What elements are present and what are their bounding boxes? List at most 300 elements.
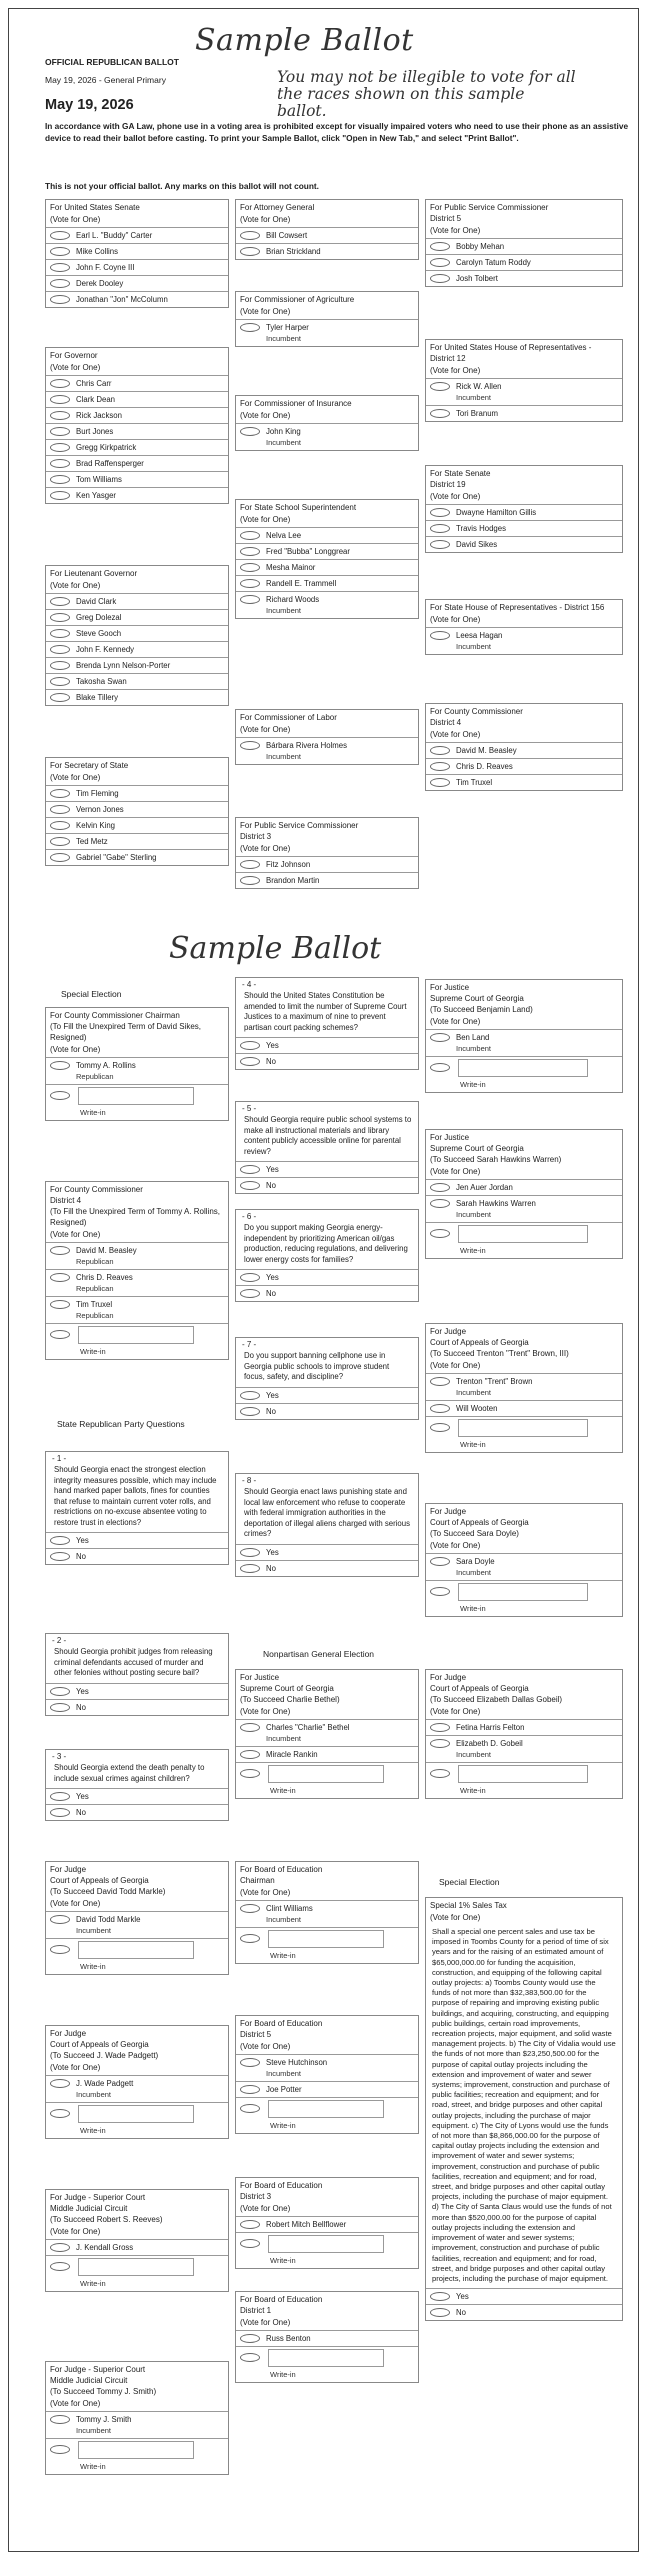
candidate-option[interactable] <box>426 1719 622 1735</box>
candidate-option[interactable] <box>426 1179 622 1195</box>
selection-oval[interactable] <box>50 677 70 686</box>
selection-oval[interactable] <box>50 395 70 404</box>
selection-oval[interactable] <box>50 693 70 702</box>
write-in-option[interactable] <box>426 1580 622 1616</box>
candidate-option[interactable] <box>46 243 228 259</box>
option-label: Yes <box>76 1536 89 1545</box>
candidate-party: Republican <box>76 1284 114 1293</box>
selection-oval[interactable] <box>50 231 70 240</box>
selection-oval[interactable] <box>430 1769 450 1778</box>
selection-oval[interactable] <box>50 1945 70 1954</box>
selection-oval[interactable] <box>50 821 70 830</box>
selection-oval[interactable] <box>430 409 450 418</box>
selection-oval[interactable] <box>50 459 70 468</box>
candidate-name: Trenton "Trent" Brown <box>456 1377 533 1386</box>
candidate-name: David M. Beasley <box>456 746 517 755</box>
selection-oval[interactable] <box>430 746 450 755</box>
selection-oval[interactable] <box>50 1330 70 1339</box>
selection-oval[interactable] <box>430 382 450 391</box>
race-title: For Board of Education <box>240 2295 323 2304</box>
selection-oval[interactable] <box>430 778 450 787</box>
question-option-no[interactable] <box>236 1560 418 1576</box>
question-option-yes[interactable] <box>236 1544 418 1560</box>
candidate-option[interactable] <box>426 254 622 270</box>
race-box <box>235 817 419 889</box>
candidate-option[interactable] <box>46 2075 228 2102</box>
candidate-option[interactable] <box>426 270 622 286</box>
candidate-option[interactable] <box>236 1900 418 1927</box>
race-box <box>45 1007 229 1121</box>
candidate-option[interactable] <box>46 2239 228 2255</box>
selection-oval[interactable] <box>50 597 70 606</box>
selection-oval[interactable] <box>240 1904 260 1913</box>
candidate-option[interactable] <box>426 520 622 536</box>
candidate-party: Incumbent <box>266 438 302 447</box>
selection-oval[interactable] <box>50 661 70 670</box>
candidate-name: Bobby Mehan <box>456 242 505 251</box>
selection-oval[interactable] <box>50 1915 70 1924</box>
selection-oval[interactable] <box>240 876 260 885</box>
candidate-name: David Todd Markle <box>76 1915 141 1924</box>
write-in-option[interactable] <box>46 1084 228 1120</box>
selection-oval[interactable] <box>50 2415 70 2424</box>
candidate-option[interactable] <box>426 504 622 520</box>
selection-oval[interactable] <box>50 247 70 256</box>
write-in-field[interactable] <box>78 1087 194 1105</box>
selection-oval[interactable] <box>430 1723 450 1732</box>
selection-oval[interactable] <box>240 2058 260 2067</box>
write-in-option[interactable] <box>46 2255 228 2291</box>
selection-oval[interactable] <box>430 258 450 267</box>
question-option-yes[interactable] <box>46 1788 228 1804</box>
write-in-option[interactable] <box>426 1416 622 1452</box>
race-box <box>45 565 229 706</box>
vote-for-one: (Vote for One) <box>240 725 291 734</box>
write-in-field[interactable] <box>458 1059 588 1077</box>
candidate-option[interactable] <box>46 1296 228 1323</box>
selection-oval[interactable] <box>430 1404 450 1413</box>
selection-oval[interactable] <box>430 1739 450 1748</box>
selection-oval[interactable] <box>50 853 70 862</box>
candidate-option[interactable] <box>46 391 228 407</box>
selection-oval[interactable] <box>240 2334 260 2343</box>
selection-oval[interactable] <box>430 1557 450 1566</box>
selection-oval[interactable] <box>240 1289 260 1298</box>
write-in-label: Write-in <box>270 1786 296 1795</box>
selection-oval[interactable] <box>430 631 450 640</box>
write-in-field[interactable] <box>458 1419 588 1437</box>
candidate-option[interactable] <box>236 423 418 450</box>
candidate-option[interactable] <box>426 774 622 790</box>
candidate-name: Fetina Harris Felton <box>456 1723 525 1732</box>
candidate-option[interactable] <box>46 275 228 291</box>
candidate-option[interactable] <box>46 2411 228 2438</box>
selection-oval[interactable] <box>50 1536 70 1545</box>
selection-oval[interactable] <box>430 540 450 549</box>
candidate-option[interactable] <box>46 609 228 625</box>
race-box <box>45 2361 229 2475</box>
candidate-option[interactable] <box>236 2054 418 2081</box>
question-option-yes[interactable] <box>426 2288 622 2304</box>
candidate-option[interactable] <box>426 1029 622 1056</box>
selection-oval[interactable] <box>50 427 70 436</box>
write-in-option[interactable] <box>46 1323 228 1359</box>
selection-oval[interactable] <box>240 579 260 588</box>
write-in-option[interactable] <box>46 1938 228 1974</box>
ballot-question <box>45 1749 229 1821</box>
candidate-name: Jen Auer Jordan <box>456 1183 513 1192</box>
write-in-option[interactable] <box>46 2102 228 2138</box>
candidate-option[interactable] <box>46 291 228 307</box>
selection-oval[interactable] <box>430 1033 450 1042</box>
candidate-option[interactable] <box>46 849 228 865</box>
candidate-option[interactable] <box>426 1400 622 1416</box>
selection-oval[interactable] <box>240 2353 260 2362</box>
vote-for-one: (Vote for One) <box>240 515 291 524</box>
write-in-field[interactable] <box>458 1765 588 1783</box>
selection-oval[interactable] <box>240 563 260 572</box>
question-option-no[interactable] <box>46 1548 228 1564</box>
candidate-name: Steve Hutchinson <box>266 2058 328 2067</box>
selection-oval[interactable] <box>50 1792 70 1801</box>
selection-oval[interactable] <box>50 475 70 484</box>
option-label: Yes <box>266 1165 279 1174</box>
selection-oval[interactable] <box>50 837 70 846</box>
candidate-option[interactable] <box>236 591 418 618</box>
candidate-name: Brian Strickland <box>266 247 321 256</box>
selection-oval[interactable] <box>430 524 450 533</box>
selection-oval[interactable] <box>430 1229 450 1238</box>
write-in-field[interactable] <box>268 1930 384 1948</box>
selection-oval[interactable] <box>50 1687 70 1696</box>
race-subtitle: District 1 <box>240 2306 272 2315</box>
candidate-option[interactable] <box>426 742 622 758</box>
selection-oval[interactable] <box>50 279 70 288</box>
question-option-yes[interactable] <box>236 1387 418 1403</box>
selection-oval[interactable] <box>430 1199 450 1208</box>
write-in-field[interactable] <box>268 2100 384 2118</box>
write-in-field[interactable] <box>268 1765 384 1783</box>
candidate-option[interactable] <box>426 536 622 552</box>
disclaimer: This is not your official ballot. Any marks on this ballot will not count. <box>45 181 319 191</box>
selection-oval[interactable] <box>50 443 70 452</box>
selection-oval[interactable] <box>240 2220 260 2229</box>
candidate-name: Ted Metz <box>76 837 108 846</box>
candidate-option[interactable] <box>46 625 228 641</box>
race-title: For Commissioner of Insurance <box>240 399 352 408</box>
selection-oval[interactable] <box>240 1548 260 1557</box>
selection-oval[interactable] <box>240 1041 260 1050</box>
selection-oval[interactable] <box>240 1934 260 1943</box>
candidate-option[interactable] <box>236 2081 418 2097</box>
selection-oval[interactable] <box>240 1750 260 1759</box>
question-number: - 3 - <box>52 1752 67 1761</box>
handwritten-note: You may not be illegible to vote for all the races shown on this sample ballot. <box>277 68 576 120</box>
selection-oval[interactable] <box>240 247 260 256</box>
selection-oval[interactable] <box>240 2104 260 2113</box>
selection-oval[interactable] <box>50 1091 70 1100</box>
selection-oval[interactable] <box>430 1183 450 1192</box>
write-in-field[interactable] <box>268 2349 384 2367</box>
selection-oval[interactable] <box>50 1273 70 1282</box>
candidate-option[interactable] <box>46 689 228 705</box>
candidate-option[interactable] <box>46 423 228 439</box>
selection-oval[interactable] <box>430 1377 450 1386</box>
candidate-option[interactable] <box>236 1746 418 1762</box>
selection-oval[interactable] <box>240 1407 260 1416</box>
selection-oval[interactable] <box>50 629 70 638</box>
candidate-option[interactable] <box>236 527 418 543</box>
candidate-name: Robert Mitch Bellflower <box>266 2220 347 2229</box>
candidate-option[interactable] <box>426 1195 622 1222</box>
candidate-name: Tim Truxel <box>76 1300 113 1309</box>
question-text: Should Georgia enact laws punishing state and local law enforcement who refuse to cooperate with federal immigration authorities in the deportation of illegal aliens charged with serious crimes? <box>244 1487 410 1538</box>
candidate-option[interactable] <box>46 1269 228 1296</box>
question-option-no[interactable] <box>46 1804 228 1820</box>
selection-oval[interactable] <box>240 1057 260 1066</box>
selection-oval[interactable] <box>50 1246 70 1255</box>
selection-oval[interactable] <box>240 1391 260 1400</box>
selection-oval[interactable] <box>430 1423 450 1432</box>
race-title: For Board of Education <box>240 1865 323 1874</box>
candidate-party: Incumbent <box>266 1734 302 1743</box>
question-option-no[interactable] <box>236 1053 418 1069</box>
candidate-option[interactable] <box>426 405 622 421</box>
race-subtitle: Court of Appeals of Georgia <box>50 2040 149 2049</box>
race-title: For Justice <box>240 1673 280 1682</box>
candidate-option[interactable] <box>426 758 622 774</box>
race-subtitle: Middle Judicial Circuit <box>50 2376 128 2385</box>
race-title: For Lieutenant Governor <box>50 569 138 578</box>
selection-oval[interactable] <box>50 645 70 654</box>
candidate-party: Incumbent <box>456 1044 492 1053</box>
selection-oval[interactable] <box>50 2243 70 2252</box>
write-in-field[interactable] <box>78 2258 194 2276</box>
candidate-name: Gregg Kirkpatrick <box>76 443 137 452</box>
selection-oval[interactable] <box>240 323 260 332</box>
selection-oval[interactable] <box>50 613 70 622</box>
question-option-yes[interactable] <box>236 1269 418 1285</box>
question-option-no[interactable] <box>236 1177 418 1193</box>
selection-oval[interactable] <box>430 1587 450 1596</box>
selection-oval[interactable] <box>50 379 70 388</box>
race-subtitle: District 3 <box>240 2192 272 2201</box>
candidate-option[interactable] <box>236 1719 418 1746</box>
selection-oval[interactable] <box>240 531 260 540</box>
selection-oval[interactable] <box>50 2109 70 2118</box>
candidate-option[interactable] <box>236 575 418 591</box>
selection-oval[interactable] <box>240 1564 260 1573</box>
candidate-option[interactable] <box>426 1735 622 1762</box>
write-in-field[interactable] <box>78 2105 194 2123</box>
candidate-option[interactable] <box>46 657 228 673</box>
candidate-option[interactable] <box>46 227 228 243</box>
selection-oval[interactable] <box>240 595 260 604</box>
write-in-field[interactable] <box>458 1583 588 1601</box>
write-in-option[interactable] <box>236 2346 418 2382</box>
race-term-note: (To Succeed Benjamin Land) <box>430 1005 533 1014</box>
race-box <box>425 339 623 422</box>
race-box <box>425 979 623 1093</box>
selection-oval[interactable] <box>240 1723 260 1732</box>
candidate-option[interactable] <box>236 243 418 259</box>
write-in-option[interactable] <box>426 1056 622 1092</box>
candidate-option[interactable] <box>236 2216 418 2232</box>
selection-oval[interactable] <box>50 2445 70 2454</box>
candidate-name: Mike Collins <box>76 247 119 256</box>
selection-oval[interactable] <box>50 805 70 814</box>
option-label: Yes <box>266 1273 279 1282</box>
selection-oval[interactable] <box>50 1061 70 1070</box>
write-in-field[interactable] <box>78 2441 194 2459</box>
selection-oval[interactable] <box>50 2262 70 2271</box>
candidate-option[interactable] <box>46 673 228 689</box>
option-label: Yes <box>266 1390 279 1400</box>
selection-oval[interactable] <box>240 1769 260 1778</box>
selection-oval[interactable] <box>240 1181 260 1190</box>
candidate-option[interactable] <box>426 238 622 254</box>
race-title: For County Commissioner <box>430 707 523 716</box>
ballot-type: OFFICIAL REPUBLICAN BALLOT <box>45 57 179 67</box>
candidate-option[interactable] <box>236 737 418 764</box>
candidate-option[interactable] <box>236 319 418 346</box>
race-title: For Governor <box>50 351 98 360</box>
candidate-option[interactable] <box>236 227 418 243</box>
section-label: Special Election <box>439 1877 500 1887</box>
candidate-option[interactable] <box>46 375 228 391</box>
selection-oval[interactable] <box>50 1552 70 1561</box>
selection-oval[interactable] <box>240 2239 260 2248</box>
write-in-field[interactable] <box>458 1225 588 1243</box>
selection-oval[interactable] <box>240 547 260 556</box>
candidate-option[interactable] <box>46 259 228 275</box>
write-in-option[interactable] <box>236 2097 418 2133</box>
vote-for-one: (Vote for One) <box>430 1541 481 1550</box>
candidate-name: Chris D. Reaves <box>76 1273 133 1282</box>
selection-oval[interactable] <box>240 1165 260 1174</box>
write-in-field[interactable] <box>78 1941 194 1959</box>
race-term-note: (To Succeed J. Wade Padgett) <box>50 2051 159 2060</box>
selection-oval[interactable] <box>240 2085 260 2094</box>
selection-oval[interactable] <box>240 741 260 750</box>
write-in-field[interactable] <box>268 2235 384 2253</box>
candidate-name: Tyler Harper <box>266 323 309 332</box>
candidate-option[interactable] <box>236 2330 418 2346</box>
candidate-option[interactable] <box>236 559 418 575</box>
candidate-party: Incumbent <box>456 1388 492 1397</box>
write-in-field[interactable] <box>78 1326 194 1344</box>
selection-oval[interactable] <box>240 1273 260 1282</box>
candidate-option[interactable] <box>46 1057 228 1084</box>
candidate-option[interactable] <box>426 1373 622 1400</box>
write-in-option[interactable] <box>426 1762 622 1798</box>
question-option-no[interactable] <box>236 1285 418 1301</box>
selection-oval[interactable] <box>240 427 260 436</box>
selection-oval[interactable] <box>430 274 450 283</box>
race-title: For Judge <box>50 2029 87 2038</box>
write-in-option[interactable] <box>236 1762 418 1798</box>
candidate-option[interactable] <box>46 471 228 487</box>
question-option-yes[interactable] <box>236 1161 418 1177</box>
write-in-label: Write-in <box>80 2279 106 2288</box>
candidate-option[interactable] <box>236 543 418 559</box>
race-term-note: (To Succeed Sara Doyle) <box>430 1529 519 1538</box>
selection-oval[interactable] <box>430 2308 450 2317</box>
race-term-note: (To Succeed David Todd Markle) <box>50 1887 166 1896</box>
selection-oval[interactable] <box>50 1300 70 1309</box>
candidate-option[interactable] <box>46 593 228 609</box>
candidate-option[interactable] <box>46 641 228 657</box>
write-in-option[interactable] <box>426 1222 622 1258</box>
question-option-yes[interactable] <box>236 1037 418 1053</box>
candidate-option[interactable] <box>46 833 228 849</box>
candidate-option[interactable] <box>46 407 228 423</box>
candidate-option[interactable] <box>236 856 418 872</box>
selection-oval[interactable] <box>430 2292 450 2301</box>
candidate-option[interactable] <box>46 1911 228 1938</box>
race-subtitle: District 4 <box>50 1196 82 1205</box>
write-in-option[interactable] <box>46 2438 228 2474</box>
selection-oval[interactable] <box>50 411 70 420</box>
question-option-yes[interactable] <box>46 1532 228 1548</box>
write-in-option[interactable] <box>236 2232 418 2268</box>
question-option-yes[interactable] <box>46 1683 228 1699</box>
selection-oval[interactable] <box>430 1063 450 1072</box>
candidate-name: Burt Jones <box>76 427 114 436</box>
candidate-option[interactable] <box>46 785 228 801</box>
candidate-option[interactable] <box>46 817 228 833</box>
selection-oval[interactable] <box>50 2079 70 2088</box>
selection-oval[interactable] <box>50 295 70 304</box>
race-title: For Board of Education <box>240 2181 323 2190</box>
candidate-option[interactable] <box>236 872 418 888</box>
selection-oval[interactable] <box>240 231 260 240</box>
candidate-name: Richard Woods <box>266 595 320 604</box>
candidate-option[interactable] <box>426 627 622 654</box>
question-option-no[interactable] <box>426 2304 622 2320</box>
candidate-option[interactable] <box>426 378 622 405</box>
selection-oval[interactable] <box>50 1808 70 1817</box>
race-box <box>45 757 229 866</box>
selection-oval[interactable] <box>430 242 450 251</box>
selection-oval[interactable] <box>430 508 450 517</box>
selection-oval[interactable] <box>240 860 260 869</box>
vote-for-one: (Vote for One) <box>430 730 481 739</box>
write-in-option[interactable] <box>236 1927 418 1963</box>
candidate-name: Mesha Mainor <box>266 563 316 572</box>
candidate-option[interactable] <box>46 801 228 817</box>
selection-oval[interactable] <box>50 789 70 798</box>
candidate-option[interactable] <box>426 1553 622 1580</box>
option-label: No <box>456 2308 466 2318</box>
vote-for-one: (Vote for One) <box>50 581 101 590</box>
candidate-option[interactable] <box>46 487 228 503</box>
selection-oval[interactable] <box>50 263 70 272</box>
candidate-option[interactable] <box>46 1242 228 1269</box>
selection-oval[interactable] <box>50 1703 70 1712</box>
candidate-name: Bill Cowsert <box>266 231 308 240</box>
candidate-name: Tim Truxel <box>456 778 493 787</box>
question-option-no[interactable] <box>46 1699 228 1715</box>
selection-oval[interactable] <box>50 491 70 500</box>
question-text: Should Georgia extend the death penalty to include sexual crimes against children? <box>54 1763 205 1783</box>
candidate-name: Clint Williams <box>266 1904 313 1913</box>
question-option-no[interactable] <box>236 1403 418 1419</box>
selection-oval[interactable] <box>430 762 450 771</box>
race-title: For State House of Representatives - District 156 <box>430 603 605 612</box>
candidate-option[interactable] <box>46 455 228 471</box>
candidate-option[interactable] <box>46 439 228 455</box>
